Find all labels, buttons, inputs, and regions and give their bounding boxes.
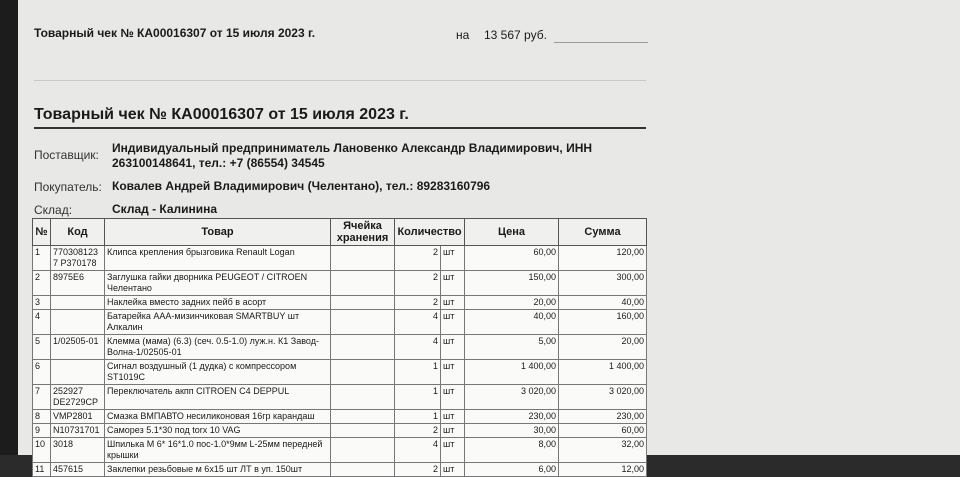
cell-storage <box>331 463 395 477</box>
table-row <box>33 385 647 410</box>
cell-qty: 4 <box>395 438 441 463</box>
cell-price: 150,00 <box>465 271 559 296</box>
cell-qty: 2 <box>395 271 441 296</box>
cell-price: 6,00 <box>465 463 559 477</box>
receipt-title: Товарный чек № КА00016307 от 15 июля 2023 г. <box>34 106 646 129</box>
document-screen <box>18 0 960 474</box>
cell-num: 4 <box>33 310 51 335</box>
cell-item: Батарейка ААА-мизинчиковая SMARTBUY шт Алкалин <box>105 310 331 335</box>
col-header-num: № <box>33 219 51 246</box>
cell-code <box>51 296 105 310</box>
cell-storage <box>331 385 395 410</box>
cell-qty: 2 <box>395 296 441 310</box>
cell-item: Шпилька М 6* 16*1.0 пос-1.0*9мм L-25мм передней крышки <box>105 438 331 463</box>
cell-unit: шт <box>441 463 465 477</box>
header-sum: 13 567 руб. <box>484 28 547 42</box>
cell-qty: 1 <box>395 410 441 424</box>
cell-code: N10731701 <box>51 424 105 438</box>
cell-num: 5 <box>33 335 51 360</box>
cell-storage <box>331 246 395 271</box>
cell-unit: шт <box>441 271 465 296</box>
cell-item: Клемма (мама) (6.3) (сеч. 0.5-1.0) луж.н. К1 Завод-Волна-1/02505-01 <box>105 335 331 360</box>
cell-code <box>51 310 105 335</box>
cell-unit: шт <box>441 410 465 424</box>
warehouse-value: Склад - Калинина <box>112 202 218 216</box>
col-header-total: Сумма <box>559 219 647 246</box>
cell-num: 3 <box>33 296 51 310</box>
cell-storage <box>331 410 395 424</box>
cell-qty: 4 <box>395 310 441 335</box>
cell-price: 5,00 <box>465 335 559 360</box>
header-na-label: на <box>456 28 470 42</box>
cell-qty: 4 <box>395 335 441 360</box>
cell-price: 30,00 <box>465 424 559 438</box>
cell-code: 457615 <box>51 463 105 477</box>
cell-item: Сигнал воздушный (1 дудка) с компрессором ST1019C <box>105 360 331 385</box>
table-row <box>33 335 647 360</box>
cell-item: Переключатель акпп CITROEN C4 DEPPUL <box>105 385 331 410</box>
separator <box>34 80 646 81</box>
col-header-cell: Ячейка хранения <box>331 219 395 246</box>
supplier-line-1: Индивидуальный предприниматель Лановенко Александр Владимирович, ИНН <box>112 141 593 155</box>
cell-price: 20,00 <box>465 296 559 310</box>
supplier-label: Поставщик: <box>34 148 99 162</box>
supplier-line-2: 263100148641, тел.: +7 (86554) 34545 <box>112 156 325 170</box>
cell-total: 32,00 <box>559 438 647 463</box>
cell-unit: шт <box>441 385 465 410</box>
cell-unit: шт <box>441 310 465 335</box>
cell-unit: шт <box>441 438 465 463</box>
cell-code <box>51 360 105 385</box>
cell-total: 120,00 <box>559 246 647 271</box>
cell-code: 770308123 7 P370178 <box>51 246 105 271</box>
col-header-qty: Количество <box>395 219 465 246</box>
col-header-code: Код <box>51 219 105 246</box>
table-row <box>33 296 647 310</box>
table-row <box>33 360 647 385</box>
cell-item: Клипса крепления брызговика Renault Logan <box>105 246 331 271</box>
items-table <box>32 218 647 477</box>
cell-item: Смазка ВМПАВТО несиликоновая 16гр карандаш <box>105 410 331 424</box>
cell-total: 300,00 <box>559 271 647 296</box>
cell-code: 252927 DE2729CP <box>51 385 105 410</box>
cell-total: 40,00 <box>559 296 647 310</box>
cell-item: Наклейка вместо задних пейб в асорт <box>105 296 331 310</box>
cell-storage <box>331 271 395 296</box>
cell-qty: 1 <box>395 360 441 385</box>
cell-qty: 1 <box>395 385 441 410</box>
cell-storage <box>331 310 395 335</box>
buyer-label: Покупатель: <box>34 180 102 194</box>
cell-price: 40,00 <box>465 310 559 335</box>
cell-price: 3 020,00 <box>465 385 559 410</box>
warehouse-label: Склад: <box>34 203 73 217</box>
table-row <box>33 310 647 335</box>
cell-price: 60,00 <box>465 246 559 271</box>
cell-total: 20,00 <box>559 335 647 360</box>
header-underline <box>554 42 648 43</box>
document-header <box>18 20 960 60</box>
cell-num: 6 <box>33 360 51 385</box>
table-row <box>33 438 647 463</box>
cell-qty: 2 <box>395 424 441 438</box>
table-row <box>33 246 647 271</box>
cell-item: Заглушка гайки дворника PEUGEOT / CITROEN Челентано <box>105 271 331 296</box>
cell-item: Саморез 5.1*30 под torx 10 VAG <box>105 424 331 438</box>
header-title: Товарный чек № КА00016307 от 15 июля 2023 г. <box>34 26 316 40</box>
cell-qty: 2 <box>395 463 441 477</box>
cell-unit: шт <box>441 360 465 385</box>
col-header-item: Товар <box>105 219 331 246</box>
cell-qty: 2 <box>395 246 441 271</box>
buyer-value: Ковалев Андрей Владимирович (Челентано), тел.: 89283160796 <box>112 179 491 193</box>
cell-total: 60,00 <box>559 424 647 438</box>
cell-price: 1 400,00 <box>465 360 559 385</box>
table-row <box>33 271 647 296</box>
cell-storage <box>331 335 395 360</box>
table-row <box>33 424 647 438</box>
cell-unit: шт <box>441 246 465 271</box>
cell-total: 160,00 <box>559 310 647 335</box>
cell-code: 1/02505-01 <box>51 335 105 360</box>
cell-num: 8 <box>33 410 51 424</box>
cell-unit: шт <box>441 296 465 310</box>
cell-code: 3018 <box>51 438 105 463</box>
cell-num: 2 <box>33 271 51 296</box>
cell-price: 8,00 <box>465 438 559 463</box>
cell-num: 7 <box>33 385 51 410</box>
col-header-price: Цена <box>465 219 559 246</box>
cell-price: 230,00 <box>465 410 559 424</box>
table-row <box>33 410 647 424</box>
cell-storage <box>331 360 395 385</box>
table-row <box>33 463 647 477</box>
cell-storage <box>331 424 395 438</box>
cell-storage <box>331 296 395 310</box>
cell-code: VMP2801 <box>51 410 105 424</box>
cell-num: 1 <box>33 246 51 271</box>
cell-num: 10 <box>33 438 51 463</box>
table-header-row <box>33 219 647 246</box>
cell-unit: шт <box>441 335 465 360</box>
cell-code: 8975E6 <box>51 271 105 296</box>
cell-unit: шт <box>441 424 465 438</box>
monitor-bezel <box>0 0 18 455</box>
cell-total: 1 400,00 <box>559 360 647 385</box>
cell-storage <box>331 438 395 463</box>
cell-num: 11 <box>33 463 51 477</box>
cell-total: 12,00 <box>559 463 647 477</box>
cell-total: 230,00 <box>559 410 647 424</box>
cell-item: Заклепки резьбовые м 6х15 шт ЛТ в уп. 150шт <box>105 463 331 477</box>
cell-num: 9 <box>33 424 51 438</box>
cell-total: 3 020,00 <box>559 385 647 410</box>
